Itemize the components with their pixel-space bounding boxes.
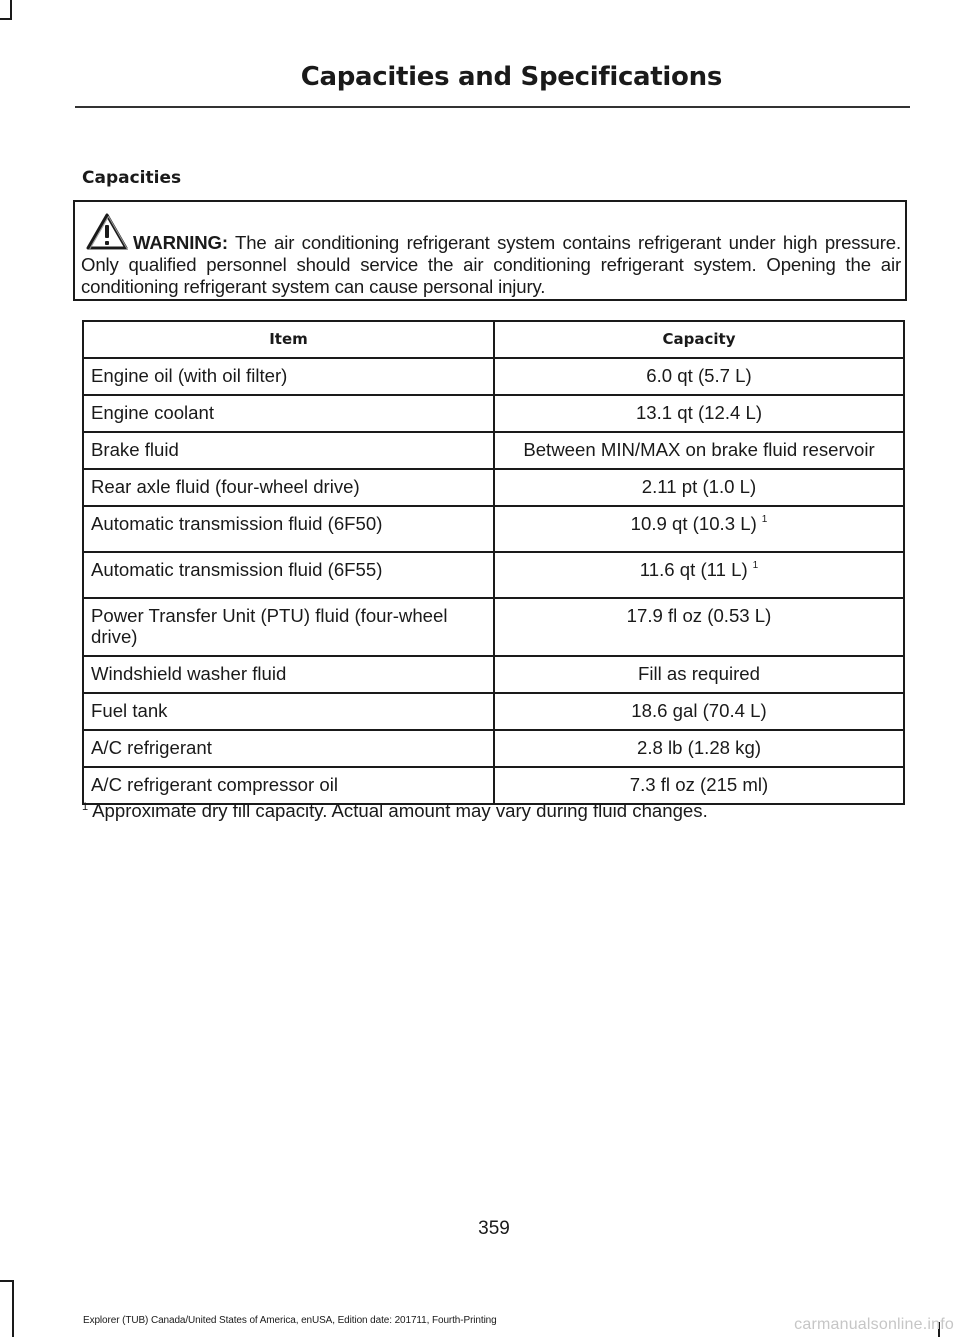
capacity-cell: 6.0 qt (5.7 L) [494, 358, 904, 395]
capacity-cell: 17.9 fl oz (0.53 L) [494, 598, 904, 656]
item-cell: Engine coolant [83, 395, 494, 432]
column-header-capacity: Capacity [494, 321, 904, 358]
capacity-cell: 18.6 gal (70.4 L) [494, 693, 904, 730]
item-cell: Fuel tank [83, 693, 494, 730]
warning-body: The air conditioning refrigerant system contains refrigerant under high pressure. Only qualified personnel should service the air conditioning refrigerant system. Opening the air conditioning refrigerant system can cause personal injury. [81, 232, 901, 297]
capacity-cell: 7.3 fl oz (215 ml) [494, 767, 904, 804]
table-row [83, 656, 904, 693]
watermark: carmanualsonline.info [794, 1316, 954, 1333]
crop-mark [0, 1280, 14, 1282]
table-row [83, 730, 904, 767]
capacity-cell [494, 552, 904, 598]
table-row [83, 598, 904, 656]
warning-box [73, 200, 907, 301]
item-cell: A/C refrigerant compressor oil [83, 767, 494, 804]
page-header [75, 58, 910, 108]
table-row [83, 693, 904, 730]
capacity-cell: Between MIN/MAX on brake fluid reservoir [494, 432, 904, 469]
footnote-marker: 1 [82, 801, 89, 813]
table-row [83, 506, 904, 552]
warning-text [81, 232, 901, 298]
item-cell: Windshield washer fluid [83, 656, 494, 693]
capacities-table [82, 320, 905, 805]
item-cell: Rear axle fluid (four-wheel drive) [83, 469, 494, 506]
table-header-row [83, 321, 904, 358]
capacity-value: 11.6 qt (11 L) [639, 559, 748, 580]
page-title: Capacities and Specifications [300, 62, 722, 92]
page-footer: Explorer (TUB) Canada/United States of America, enUSA, Edition date: 201711, Fourth-Printing [83, 1315, 497, 1326]
page-number: 359 [478, 1218, 510, 1239]
footnote [82, 800, 708, 822]
capacity-cell: 2.11 pt (1.0 L) [494, 469, 904, 506]
warning-label: WARNING: [133, 232, 228, 253]
footnote-ref: 1 [761, 514, 768, 525]
table-row [83, 395, 904, 432]
column-header-item: Item [83, 321, 494, 358]
capacity-cell: 2.8 lb (1.28 kg) [494, 730, 904, 767]
section-title: Capacities [82, 168, 182, 188]
item-cell: Brake fluid [83, 432, 494, 469]
capacity-cell [494, 506, 904, 552]
capacity-value: 10.9 qt (10.3 L) [630, 513, 757, 534]
crop-mark [10, 0, 12, 18]
footnote-text: Approximate dry fill capacity. Actual amount may vary during fluid changes. [92, 800, 708, 821]
table-row [83, 358, 904, 395]
table-row [83, 469, 904, 506]
crop-mark [12, 1282, 14, 1337]
item-cell: Engine oil (with oil filter) [83, 358, 494, 395]
item-cell: Automatic transmission fluid (6F50) [83, 506, 494, 552]
item-cell: Power Transfer Unit (PTU) fluid (four-wheel drive) [83, 598, 494, 656]
capacity-cell: Fill as required [494, 656, 904, 693]
item-cell: Automatic transmission fluid (6F55) [83, 552, 494, 598]
table-row [83, 552, 904, 598]
table-row [83, 432, 904, 469]
item-cell: A/C refrigerant [83, 730, 494, 767]
footnote-ref: 1 [752, 560, 759, 571]
table-row [83, 767, 904, 804]
crop-mark [0, 18, 12, 20]
capacity-cell: 13.1 qt (12.4 L) [494, 395, 904, 432]
